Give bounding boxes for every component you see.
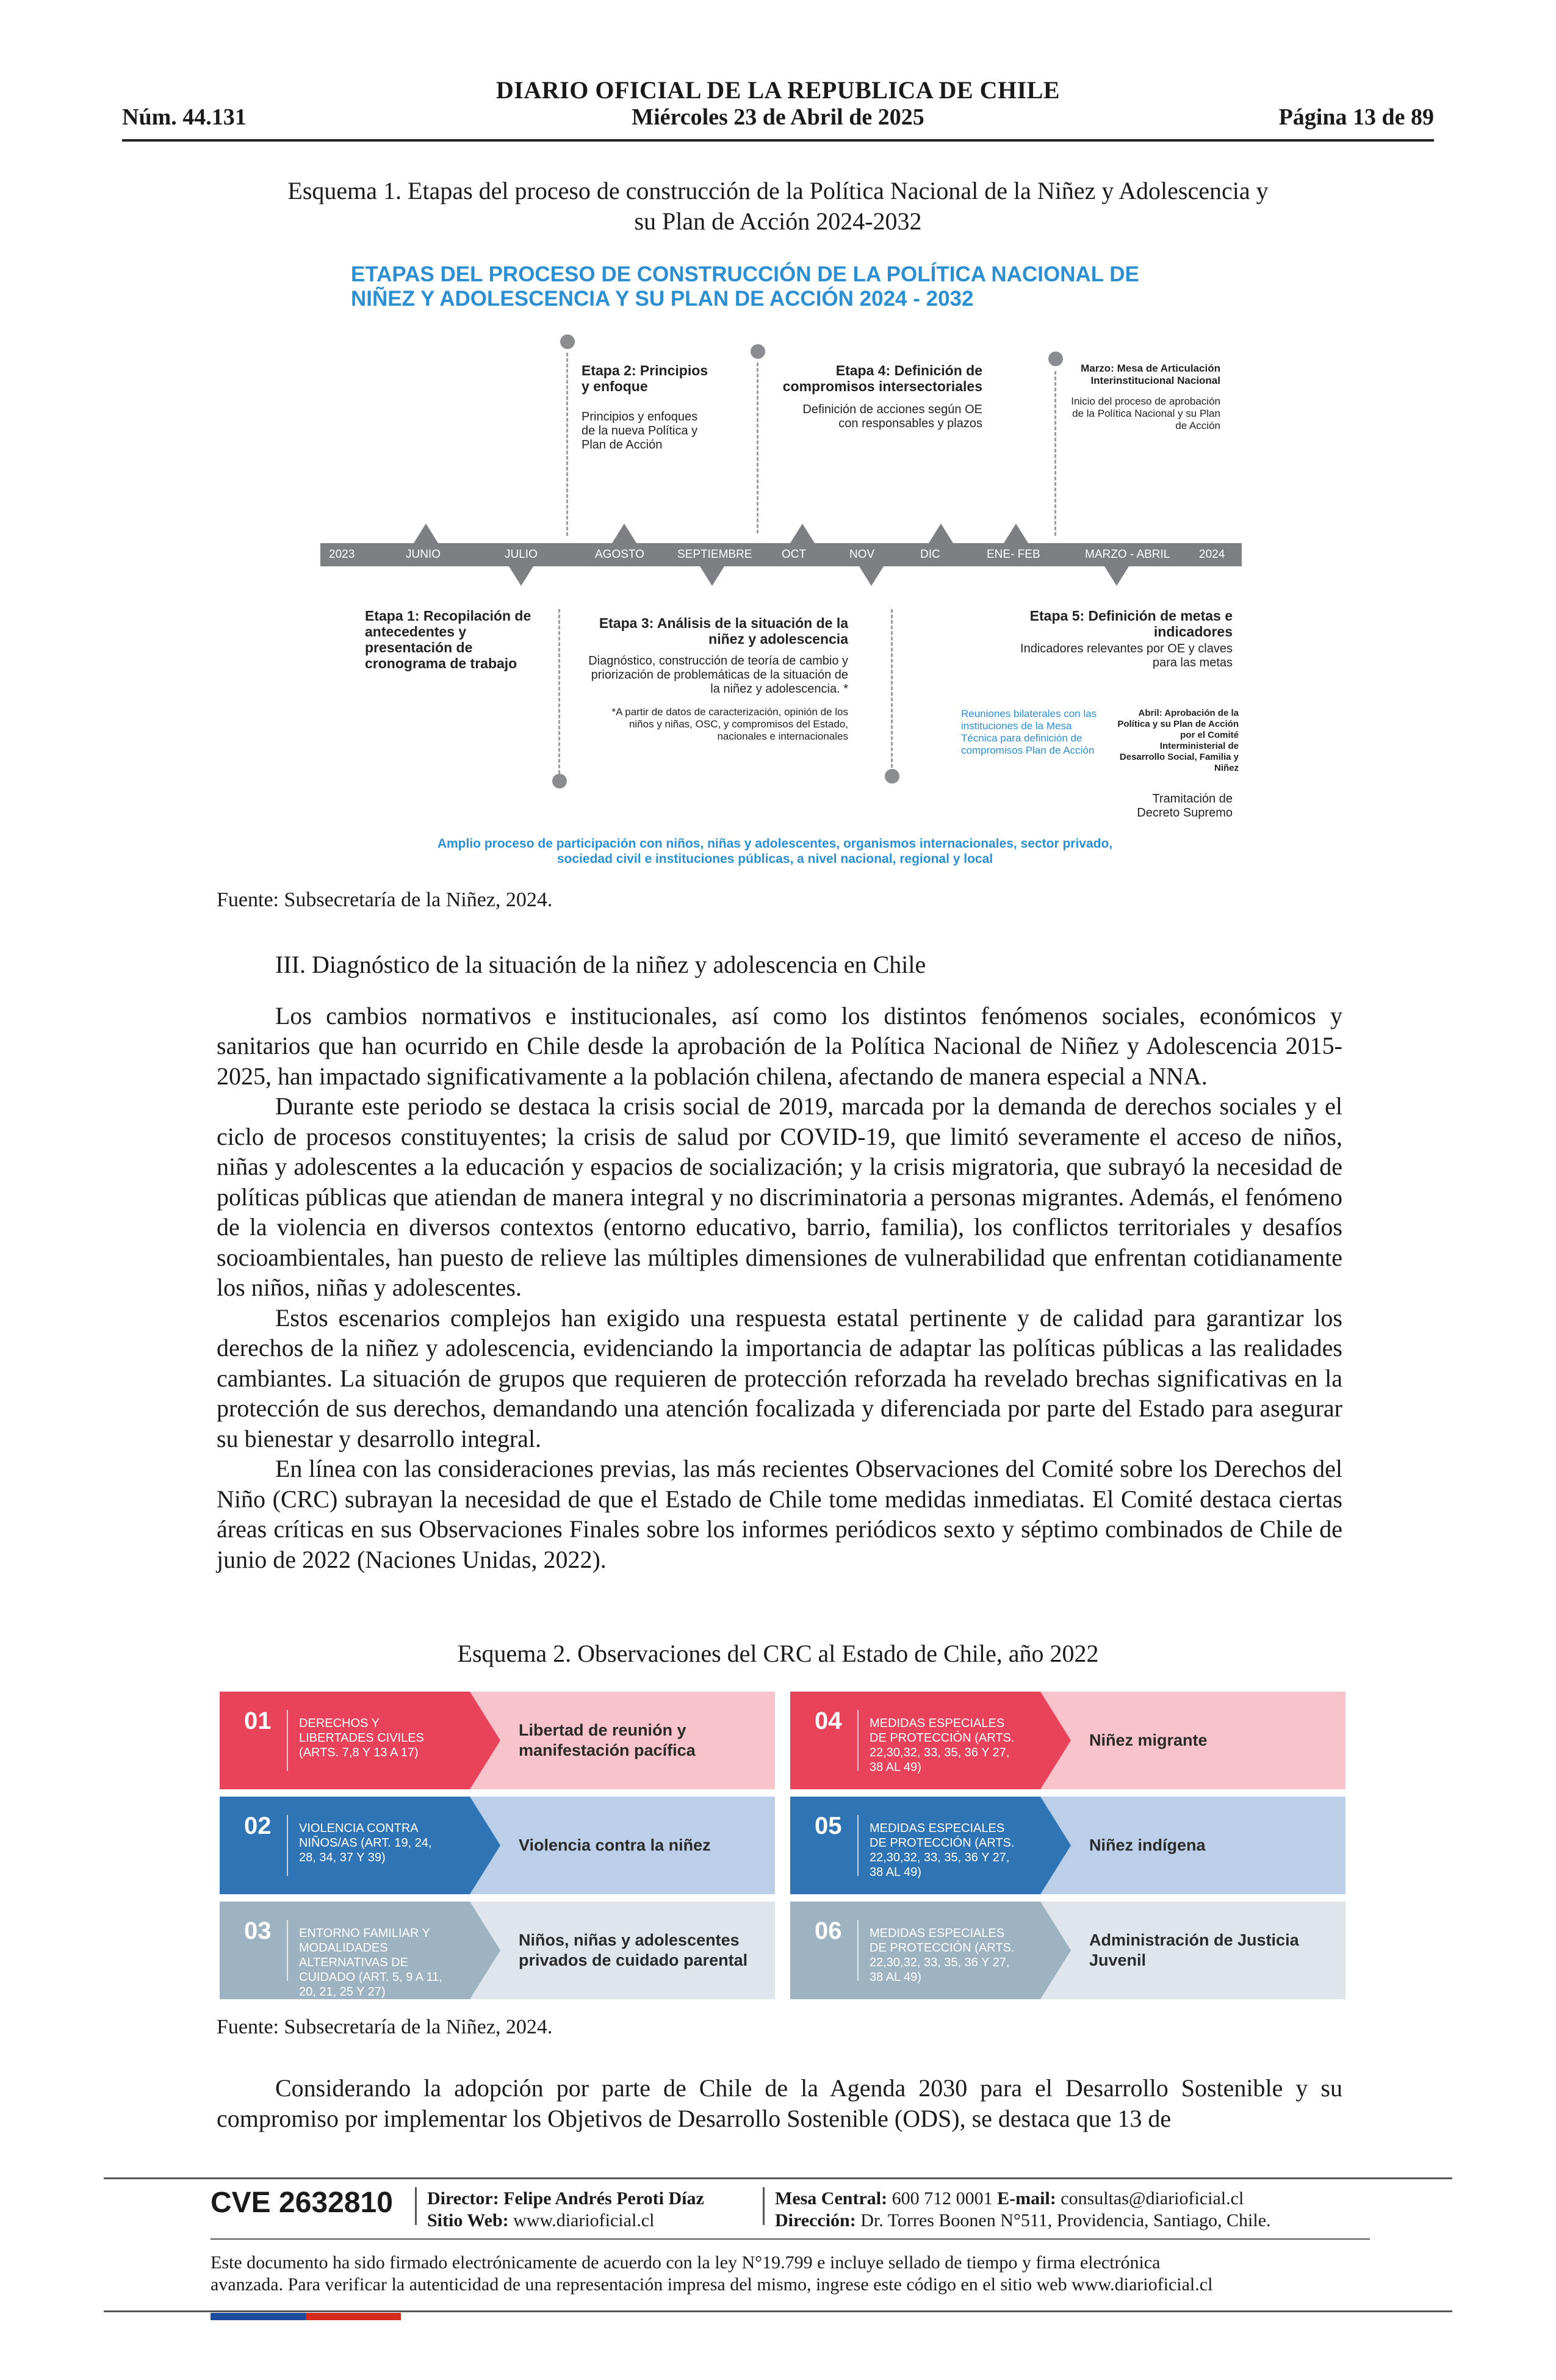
observation-divider: [857, 1710, 859, 1771]
stage3: [580, 615, 848, 743]
participation-line2: sociedad civil e instituciones públicas, a nivel nacional, regional y local: [556, 852, 993, 866]
observation-number: 05: [815, 1812, 842, 1839]
paragraph: Considerando la adopción por parte de Chile de la Agenda 2030 para el Desarrollo Sostenible y su compromiso por implementar los Objetivos de Desarrollo Sostenible (ODS), se destaca que 13 de: [217, 2074, 1342, 2132]
observation-number: 04: [815, 1707, 842, 1734]
section-body: [217, 950, 1342, 1574]
email-label: E-mail:: [997, 2188, 1056, 2209]
march-stage: [1071, 362, 1220, 432]
stage4-dot: [751, 344, 765, 359]
observation-divider: [287, 1815, 288, 1876]
timeline-label: 2024: [1199, 548, 1225, 561]
observation-number: 06: [815, 1917, 842, 1944]
march-desc: Inicio del proceso de aprobación de la Política Nacional y su Plan de Acción: [1071, 395, 1220, 431]
stage3-dot-right: [885, 769, 899, 784]
observation-topic: [519, 1902, 763, 1999]
timeline-marker-up: [612, 524, 636, 543]
observation-area: MEDIDAS ESPECIALES DE PROTECCIÓN (ARTS. 22,30,32, 33, 35, 36 Y 27, 38 AL 49): [870, 1717, 1015, 1774]
scheme2-caption: Esquema 2. Observaciones del CRC al Estado de Chile, año 2022: [457, 1640, 1099, 1667]
flag-red-segment: [306, 2313, 401, 2320]
march-dash: [1054, 371, 1056, 536]
header-row: [122, 104, 1434, 135]
stage5: [1007, 608, 1233, 670]
scheme2-source: Fuente: Subsecretaría de la Niñez, 2024.: [217, 2016, 553, 2038]
observation-card: [790, 1692, 1345, 1789]
observation-card: [220, 1692, 775, 1789]
stage5-desc: Indicadores relevantes por OE y claves para las metas: [1020, 642, 1233, 669]
timeline-marker-up: [1004, 524, 1028, 543]
address: Dr. Torres Boonen N°511, Providencia, Santiago, Chile.: [860, 2210, 1271, 2230]
stage3-dash-left: [558, 609, 560, 774]
timeline-marker-down: [700, 566, 724, 586]
timeline-label: 2023: [329, 548, 355, 561]
email-link[interactable]: consultas@diarioficial.cl: [1061, 2188, 1244, 2209]
timeline-label: OCT: [782, 548, 807, 561]
director-name: Felipe Andrés Peroti Díaz: [503, 2188, 704, 2209]
stage4-title: Etapa 4: Definición de compromisos intersectoriales: [782, 362, 982, 394]
stage5-title: Etapa 5: Definición de metas e indicadores: [1029, 608, 1233, 640]
observation-divider: [857, 1920, 859, 1981]
legal-line2: avanzada. Para verificar la autenticidad de una representación impresa del mismo, ingrese este código en el sitio web www.diarioficial.cl: [211, 2274, 1213, 2295]
scheme1-figure: [317, 255, 1245, 871]
timeline-label: AGOSTO: [595, 548, 644, 561]
participation-line1: Amplio proceso de participación con niños, niñas y adolescentes, organismos internacionales, sector privado,: [437, 837, 1113, 851]
scheme1-caption-line2: su Plan de Acción 2024-2032: [634, 207, 922, 235]
observation-topic: [519, 1797, 763, 1894]
footer-separator: [763, 2187, 765, 2225]
stage1: [365, 608, 548, 671]
observation-topic: [1089, 1797, 1333, 1894]
stage4-desc: Definición de acciones según OE con responsables y plazos: [802, 403, 982, 430]
observation-topic-text: Administración de Justicia Juvenil: [1089, 1931, 1299, 1969]
observation-topic-text: Violencia contra la niñez: [519, 1836, 711, 1855]
observation-topic-text: Niñez migrante: [1089, 1731, 1208, 1750]
site-link[interactable]: www.diarioficial.cl: [513, 2210, 655, 2230]
timeline-marker-up: [929, 524, 953, 543]
timeline-label: SEPTIEMBRE: [677, 548, 752, 561]
stage1-title: Etapa 1: Recopilación de antecedentes y presentación de cronograma de trabajo: [365, 608, 531, 671]
observation-divider: [287, 1920, 288, 1981]
footer-contact-block: [775, 2188, 1271, 2232]
issue-number: Núm. 44.131: [122, 104, 247, 130]
observation-card: [790, 1902, 1345, 1999]
scheme1-title-line2: NIÑEZ Y ADOLESCENCIA Y SU PLAN DE ACCIÓN 2024 - 2032: [351, 287, 974, 311]
timeline-label: MARZO - ABRIL: [1085, 548, 1170, 561]
participation-note: [354, 836, 1196, 867]
cve-code: CVE 2632810: [211, 2187, 393, 2219]
issue-date: Miércoles 23 de Abril de 2025: [632, 104, 924, 130]
timeline-label: JUNIO: [406, 548, 441, 561]
stage2-dash: [566, 353, 568, 536]
page-number: Página 13 de 89: [1278, 104, 1434, 130]
legal-line1: Este documento ha sido firmado electrónicamente de acuerdo con la ley N°19.799 e incluye sellado de tiempo y firma electrónica: [211, 2252, 1161, 2273]
paragraph: Estos escenarios complejos han exigido una respuesta estatal pertinente y de calidad para garantizar los derechos de la niñez y adolescencia, evidenciando la importancia de adaptar las políticas públicas a las realidades cambiantes. La situación de grupos que requieren de protección reforzada ha revelado brechas significativas en la protección de sus derechos, demandando una atención focalizada y diferenciada por parte del Estado para asegurar su bienestar y desarrollo integral.: [217, 1304, 1342, 1452]
march-dot: [1048, 352, 1063, 366]
mesa-label: Mesa Central:: [775, 2188, 888, 2209]
observation-area: DERECHOS Y LIBERTADES CIVILES (ARTS. 7,8 Y 13 A 17): [299, 1717, 424, 1759]
observation-area: ENTORNO FAMILIAR Y MODALIDADES ALTERNATIVAS DE CUIDADO (ART. 5, 9 A 11, 20, 21, 25 Y 27): [299, 1927, 442, 1999]
observation-topic-text: Niñez indígena: [1089, 1836, 1206, 1855]
timeline-marker-up: [414, 524, 438, 543]
stage2-dot: [560, 334, 575, 349]
flag-color-bar: [211, 2313, 401, 2320]
legal-notice: [211, 2252, 1370, 2296]
stage3-dot-left: [552, 774, 567, 788]
timeline-marker-down: [859, 566, 884, 586]
observation-card: [220, 1797, 775, 1894]
observation-topic-text: Niños, niñas y adolescentes privados de cuidado parental: [519, 1931, 748, 1969]
timeline-marker-down: [509, 566, 533, 586]
stage2-desc: Principios y enfoques de la nueva Política y Plan de Acción: [582, 410, 698, 452]
stage4-dash: [757, 362, 758, 533]
scheme1-source: Fuente: Subsecretaría de la Niñez, 2024.: [217, 889, 553, 911]
timeline-bar: [320, 543, 1242, 566]
observation-divider: [857, 1815, 859, 1876]
observation-card: [220, 1902, 775, 1999]
footer-rule-bottom: [104, 2310, 1452, 2312]
scheme1-title-line1: ETAPAS DEL PROCESO DE CONSTRUCCIÓN DE LA POLÍTICA NACIONAL DE: [351, 262, 1139, 286]
stage3-desc: Diagnóstico, construcción de teoría de cambio y priorización de problemáticas de la situación de la niñez y adolescencia. *: [588, 654, 848, 696]
scheme2-figure: [220, 1692, 1339, 2000]
footer-separator: [415, 2187, 417, 2225]
timeline-marker-up: [790, 524, 815, 543]
observation-card: [790, 1797, 1345, 1894]
director-label: Director:: [427, 2188, 499, 2209]
stage2: [582, 362, 710, 452]
address-label: Dirección:: [775, 2210, 856, 2230]
stage3-note: *A partir de datos de caracterización, opinión de los niños y niñas, OSC, y compromisos del Estado, nacionales e internacionales: [611, 706, 848, 742]
header-rule: [122, 139, 1434, 142]
observation-topic: [1089, 1692, 1333, 1789]
timeline-label: DIC: [920, 548, 940, 561]
observation-divider: [287, 1710, 288, 1771]
observation-area: MEDIDAS ESPECIALES DE PROTECCIÓN (ARTS. 22,30,32, 33, 35, 36 Y 27, 38 AL 49): [870, 1927, 1015, 1984]
footer-rule-mid: [211, 2238, 1370, 2240]
observation-number: 03: [244, 1917, 272, 1944]
section-heading: III. Diagnóstico de la situación de la niñez y adolescencia en Chile: [275, 951, 926, 978]
observation-topic-text: Libertad de reunión y manifestación pacífica: [519, 1721, 696, 1759]
paragraph: En línea con las consideraciones previas, las más recientes Observaciones del Comité sobre los Derechos del Niño (CRC) subrayan la necesidad de que el Estado de Chile tome medidas inmediatas. El Comité destaca ciertas áreas críticas en sus Observaciones Finales sobre los informes periódicos sexto y séptimo combinados de Chile de junio de 2022 (Naciones Unidas, 2022).: [217, 1455, 1342, 1573]
april-approval: Abril: Aprobación de la Política y su Plan de Acción por el Comité Interministerial de Desarrollo Social, Familia y Niñez: [1117, 708, 1239, 773]
observation-number: 02: [244, 1812, 272, 1839]
scheme1-title: [351, 262, 1139, 311]
scheme1-caption-line1: Esquema 1. Etapas del proceso de construcción de la Política Nacional de la Niñez y Adolescencia y: [287, 177, 1269, 204]
flag-blue-segment: [211, 2313, 306, 2320]
stage3-dash-right: [891, 609, 893, 768]
timeline-label: ENE- FEB: [987, 548, 1040, 561]
observation-area: MEDIDAS ESPECIALES DE PROTECCIÓN (ARTS. 22,30,32, 33, 35, 36 Y 27, 38 AL 49): [870, 1822, 1015, 1879]
timeline-label: NOV: [849, 548, 875, 561]
timeline-marker-down: [1104, 566, 1129, 586]
bilateral-meetings: Reuniones bilaterales con las instituciones de la Mesa Técnica para definición de compromisos Plan de Acción: [961, 708, 1097, 756]
newspaper-title: DIARIO OFICIAL DE LA REPUBLICA DE CHILE: [495, 76, 1061, 104]
march-title: Marzo: Mesa de Articulación Interinstitucional Nacional: [1081, 362, 1220, 386]
stage3-title: Etapa 3: Análisis de la situación de la niñez y adolescencia: [599, 615, 848, 647]
footer-rule-top: [104, 2177, 1452, 2179]
scheme1-caption: [183, 176, 1373, 237]
observation-number: 01: [244, 1707, 272, 1734]
site-label: Sitio Web:: [427, 2210, 509, 2230]
stage4: [781, 362, 982, 431]
timeline-label: JULIO: [505, 548, 538, 561]
mesa-phone: 600 712 0001: [891, 2188, 993, 2209]
paragraph: Los cambios normativos e institucionales, así como los distintos fenómenos sociales, económicos y sanitarios que han ocurrido en Chile desde la aprobación de la Política Nacional de Niñez y Adolescencia 2015-2025, han impactado significativamente a la población chilena, afectando de manera especial a NNA.: [217, 1001, 1342, 1090]
footer-director-block: [427, 2188, 704, 2232]
observation-topic: [1089, 1902, 1333, 1999]
closing-text: [217, 2073, 1342, 2133]
observation-topic: [519, 1692, 763, 1789]
decree-step: Tramitación de Decreto Supremo: [1137, 792, 1233, 820]
paragraph: Durante este periodo se destaca la crisis social de 2019, marcada por la demanda de derechos sociales y el ciclo de procesos constituyentes; la crisis de salud por COVID-19, que limitó severamente el acceso de niños, niñas y adolescentes a la educación y espacios de socialización; y la crisis migratoria, que subrayó la necesidad de políticas públicas que atiendan de manera integral y no discriminatoria a personas migrantes. Además, el fenómeno de la violencia en diversos contextos (entorno educativo, barrio, familia), los conflictos territoriales y desafíos socioambientales, han puesto de relieve las múltiples dimensiones de vulnerabilidad que enfrentan cotidianamente los niños, niñas y adolescentes.: [217, 1092, 1342, 1301]
stage2-title: Etapa 2: Principios y enfoque: [582, 362, 708, 394]
observation-area: VIOLENCIA CONTRA NIÑOS/AS (ART. 19, 24, 28, 34, 37 Y 39): [299, 1822, 432, 1864]
